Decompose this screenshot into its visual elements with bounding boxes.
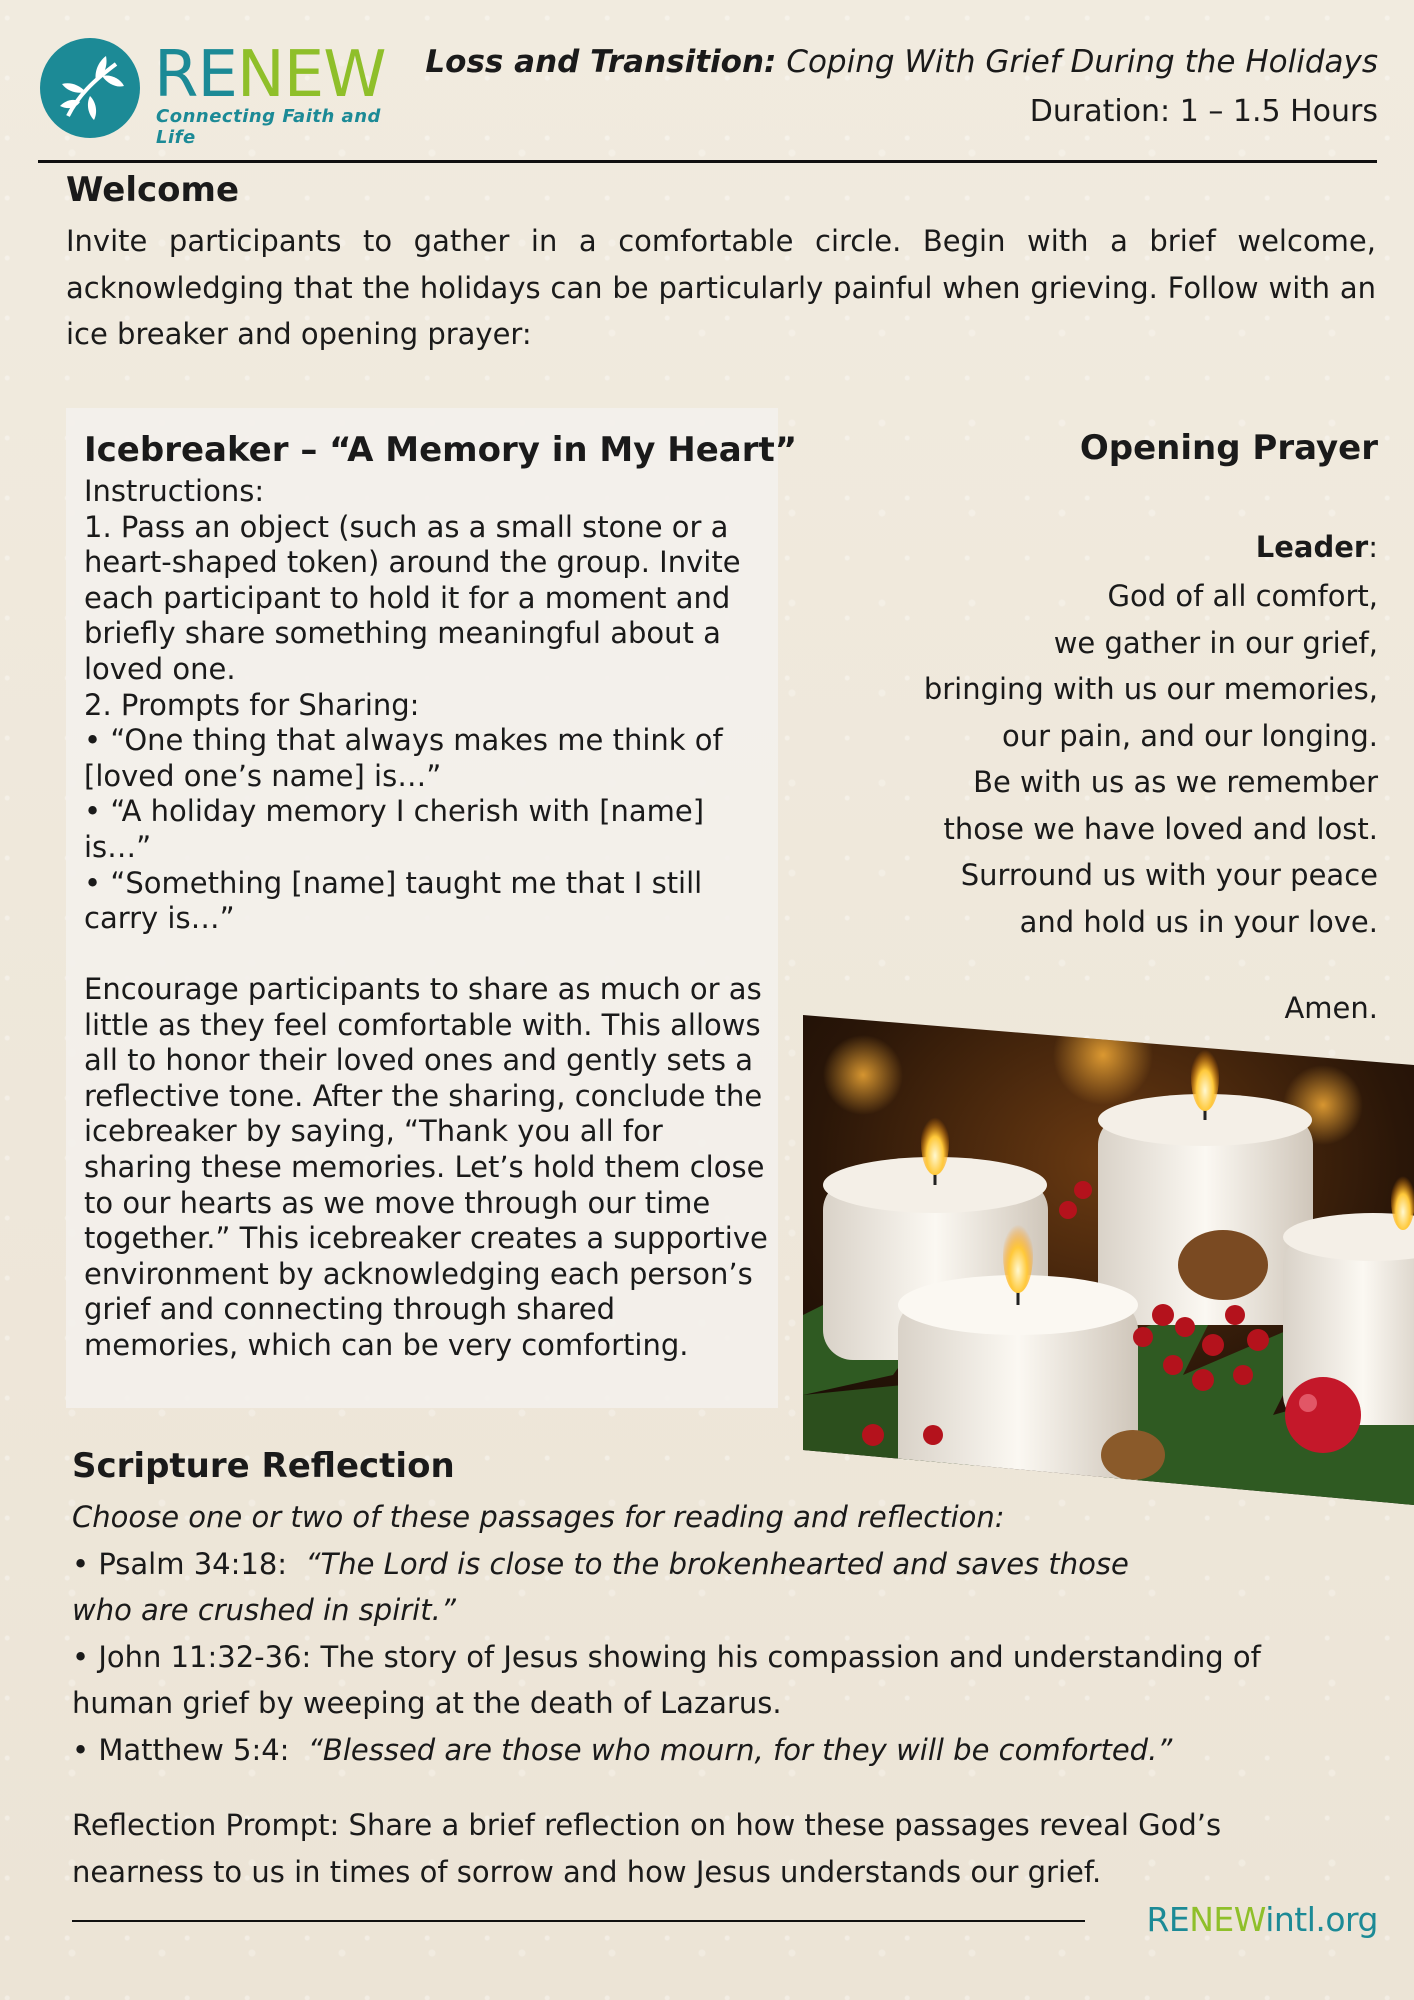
welcome-paragraph: Invite participants to gather in a comfortable circle. Begin with a brief welcome, acknowledging that the holidays can be particularly painful when grieving. Follow with an ice breaker and opening prayer: xyxy=(66,224,1376,351)
candles-photo-icon xyxy=(803,1015,1414,1505)
prayer-line: Be with us as we remember xyxy=(973,765,1378,799)
scripture-intro: Choose one or two of these passages for reading and reflection: xyxy=(72,1500,1005,1534)
prayer-line: God of all comfort, xyxy=(1107,579,1378,613)
john-passage-cont: human grief by weeping at the death of Lazarus. xyxy=(72,1686,782,1720)
instruction-step-2: 2. Prompts for Sharing: xyxy=(84,687,420,722)
renew-logo xyxy=(38,36,418,148)
sharing-prompt: • “One thing that always makes me think of [loved one’s name] is…” xyxy=(84,723,723,793)
logo-tagline: Connecting Faith and Life xyxy=(156,106,381,148)
prayer-amen: Amen. xyxy=(1284,991,1378,1025)
sharing-prompt: • “Something [name] taught me that I still carry is…” xyxy=(84,865,703,936)
sharing-prompt: • “A holiday memory I cherish with [name] is…” xyxy=(84,794,705,864)
icebreaker-heading: Icebreaker – “A Memory in My Heart” xyxy=(84,430,798,470)
footer-website-link[interactable]: RENEWintl.org xyxy=(1146,1900,1378,1939)
prayer-line: and hold us in your love. xyxy=(1019,904,1378,939)
document-title xyxy=(425,44,1378,80)
title-bold-part: Loss and Transition: xyxy=(425,44,777,80)
john-passage: • John 11:32-36: The story of Jesus showing his compassion and understanding of xyxy=(72,1639,1261,1674)
instructions-label: Instructions: xyxy=(84,474,265,508)
duration-label: Duration: 1 – 1.5 Hours xyxy=(1029,94,1378,129)
header-divider xyxy=(38,160,1377,163)
reflection-prompt: Reflection Prompt: Share a brief reflection on how these passages reveal God’s nearness to us in times of sorrow and how Jesus understands our grief. xyxy=(72,1808,1222,1889)
scripture-passages xyxy=(72,1494,1302,1773)
renew-leaf-logo-icon xyxy=(38,36,142,140)
title-subtitle-part: Coping With Grief During the Holidays xyxy=(786,44,1378,80)
psalm-reference: • Psalm 34:18: xyxy=(72,1546,288,1581)
icebreaker-instructions xyxy=(84,474,774,937)
welcome-heading: Welcome xyxy=(66,170,240,210)
icebreaker-encouragement: Encourage participants to share as much or as little as they feel comfortable with. This allows all to honor their loved ones and gently sets a reflective tone. After the sharing, conclude the icebreaker by saying, “Thank you all for sharing these memories. Let’s hold them close to our hearts as we move through our time together.” This icebreaker creates a supportive environment by acknowledging each person’s grief and connecting through shared memories, which can be very comforting. xyxy=(84,972,768,1362)
matthew-quote: “Blessed are those who mourn, for they will be comforted.” xyxy=(307,1732,1173,1767)
prayer-line: bringing with us our memories, xyxy=(923,672,1378,706)
scripture-heading: Scripture Reflection xyxy=(72,1446,455,1486)
prayer-line: our pain, and our longing. xyxy=(1001,718,1378,753)
prayer-leader-label: Leader: xyxy=(1255,530,1378,564)
opening-prayer-heading: Opening Prayer xyxy=(1079,428,1378,468)
matthew-reference: • Matthew 5:4: xyxy=(72,1732,290,1767)
prayer-line: those we have loved and lost. xyxy=(943,811,1378,846)
prayer-line: Surround us with your peace xyxy=(960,858,1378,892)
footer-divider xyxy=(72,1920,1085,1922)
prayer-line: we gather in our grief, xyxy=(1053,625,1378,660)
prayer-text xyxy=(818,573,1378,945)
psalm-quote-cont: who are crushed in spirit.” xyxy=(72,1593,456,1627)
instruction-step-1: 1. Pass an object (such as a small stone or a heart-shaped token) around the group. Invite each participant to hold it for a moment and briefly share something meaningful about a loved one. xyxy=(84,509,741,686)
logo-wordmark: RENEW xyxy=(154,38,386,112)
psalm-quote: “The Lord is close to the brokenhearted and saves those xyxy=(305,1546,1129,1581)
